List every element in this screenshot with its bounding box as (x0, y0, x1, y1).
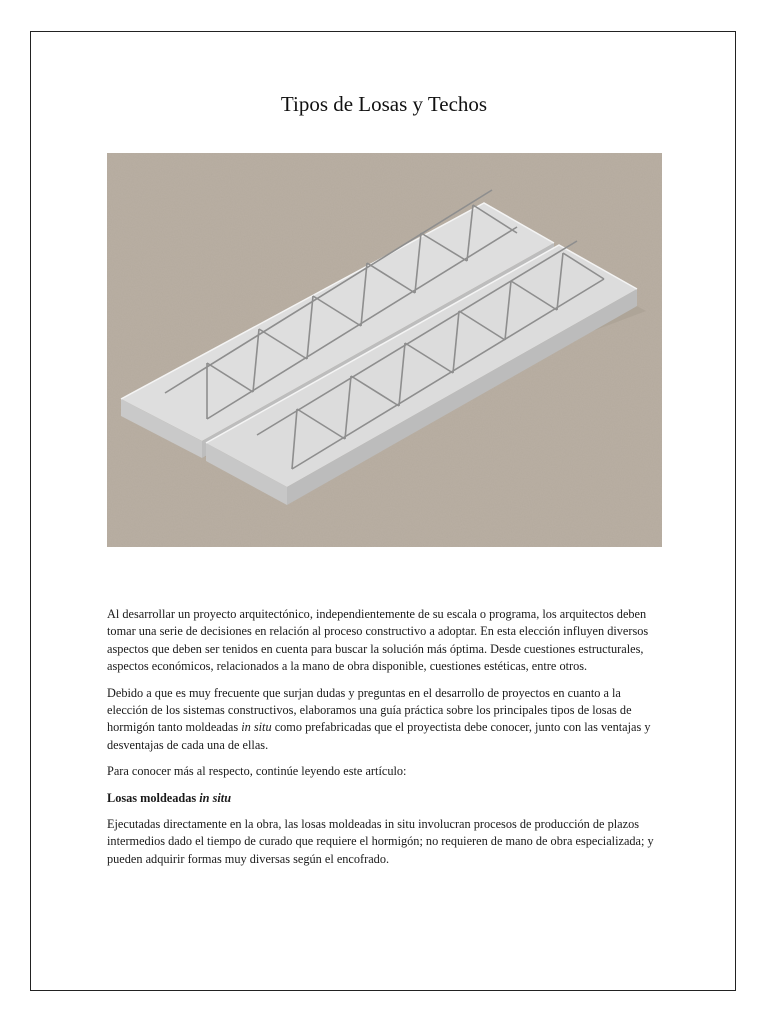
slab-drawing (107, 153, 662, 547)
paragraph-guide (107, 685, 662, 755)
precast-slab-illustration (107, 153, 662, 547)
paragraph-intro: Al desarrollar un proyecto arquitectónico, independientemente de su escala o programa, los arquitectos deben tomar una serie de decisiones en relación al proceso constructivo a adoptar. En esta elección influyen diversos aspectos que deben ser tenidos en cuenta para buscar la solución más óptima. Desde cuestiones estructurales, aspectos económicos, relacionados a la mano de obra disponible, cuestiones estéticas, entre otros. (107, 607, 649, 674)
article-body (107, 606, 662, 877)
paragraph-guide-italic: in situ (241, 720, 272, 735)
paragraph-continue: Para conocer más al respecto, continúe leyendo este artículo: (107, 764, 407, 779)
paragraph-in-situ: Ejecutadas directamente en la obra, las losas moldeadas in situ involucran procesos de producción de plazos intermedios dado el tiempo de curado que requiere el hormigón; no requieren de mano de obra especializada; y pueden adquirir formas muy diversas según el encofrado. (107, 817, 654, 866)
paragraph-guide-text-1: Debido a que es muy frecuente que surjan dudas y preguntas en el desarrollo de proyectos en cuanto a la elección de los sistemas constructivos, elaboramos una guía práctica sobre los principales tipos de losas de hormigón tanto moldeadas (107, 685, 632, 735)
page-title: Tipos de Losas y Techos (280, 92, 488, 116)
section-heading-italic: in situ (199, 790, 232, 805)
paragraph-guide-text-2: como prefabricadas que el proyectista debe conocer, junto con las ventajas y desventajas de cada una de ellas. (107, 720, 651, 752)
section-heading (107, 790, 662, 807)
section-heading-text: Losas moldeadas (107, 790, 200, 805)
